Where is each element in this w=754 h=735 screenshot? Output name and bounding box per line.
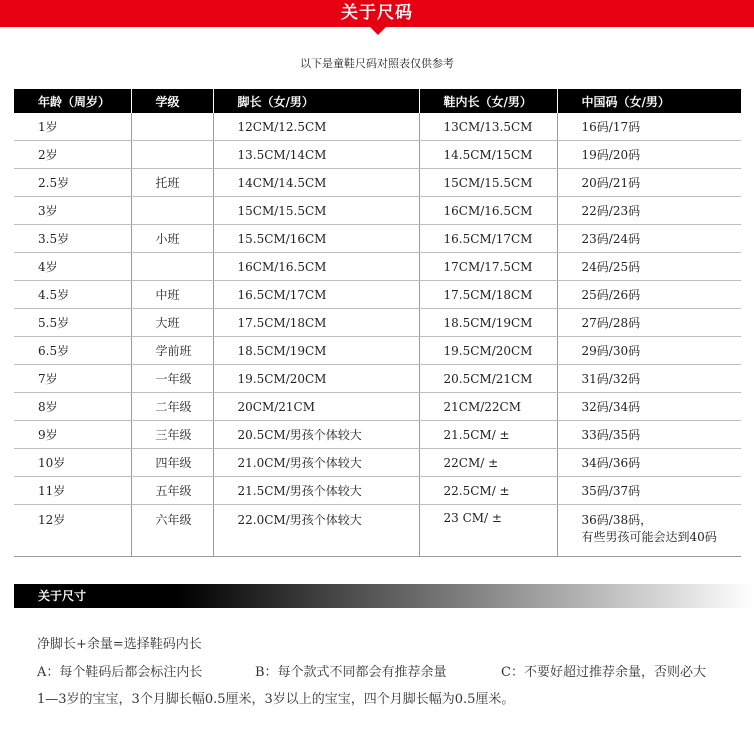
table-row [14,421,741,449]
cell-china-size: 16码/17码 [557,113,741,141]
table-row [14,225,741,253]
column-header-foot-length: 脚长（女/男） [213,89,419,113]
growth-note: 1—3岁的宝宝，3个月脚长幅0.5厘米，3岁以上的宝宝，四个月脚长幅为0.5厘米。 [37,692,515,707]
cell-inner-length: 19.5CM/20CM [419,337,557,365]
cell-inner-length: 22.5CM/ ± [419,477,557,505]
cell-inner-length: 22CM/ ± [419,449,557,477]
cell-china-size: 31码/32码 [557,365,741,393]
china-size-value: 36码/38码， [581,513,653,527]
table-row [14,253,741,281]
cell-grade: 一年级 [131,365,213,393]
column-header-age: 年龄（周岁） [14,89,131,113]
cell-china-size: 33码/35码 [557,421,741,449]
cell-foot-length: 15.5CM/16CM [213,225,419,253]
table-row [14,505,741,557]
cell-grade [131,113,213,141]
cell-china-size: 27码/28码 [557,309,741,337]
cell-age: 9岁 [14,421,131,449]
cell-inner-length: 23 CM/ ± [419,505,557,557]
cell-china-size: 22码/23码 [557,197,741,225]
table-row [14,477,741,505]
cell-inner-length: 17CM/17.5CM [419,253,557,281]
cell-foot-length: 20CM/21CM [213,393,419,421]
tips-line [37,661,706,680]
table-row [14,337,741,365]
table-header-row [14,89,741,113]
cell-inner-length: 16.5CM/17CM [419,225,557,253]
cell-foot-length: 17.5CM/18CM [213,309,419,337]
cell-age: 1岁 [14,113,131,141]
column-header-inner-length: 鞋内长（女/男） [419,89,557,113]
table-row [14,281,741,309]
cell-china-size: 25码/26码 [557,281,741,309]
cell-age: 8岁 [14,393,131,421]
cell-inner-length: 14.5CM/15CM [419,141,557,169]
column-header-grade: 学级 [131,89,213,113]
cell-grade: 六年级 [131,505,213,557]
cell-grade [131,141,213,169]
cell-china-size: 32码/34码 [557,393,741,421]
cell-china-size: 20码/21码 [557,169,741,197]
section-title: 关于尺寸 [38,589,87,603]
cell-age: 12岁 [14,505,131,557]
cell-grade [131,253,213,281]
cell-age: 10岁 [14,449,131,477]
banner-pointer [370,27,386,35]
page-title: 关于尺码 [341,3,413,23]
cell-age: 2岁 [14,141,131,169]
cell-grade: 中班 [131,281,213,309]
table-row [14,393,741,421]
table-caption: 以下是童鞋尺码对照表仅供参考 [300,57,454,70]
cell-foot-length: 21.5CM/男孩个体较大 [213,477,419,505]
tip-a: A：每个鞋码后都会标注内长 [37,665,203,680]
table-row [14,449,741,477]
cell-foot-length: 21.0CM/男孩个体较大 [213,449,419,477]
cell-china-size: 19码/20码 [557,141,741,169]
cell-foot-length: 19.5CM/20CM [213,365,419,393]
cell-age: 2.5岁 [14,169,131,197]
cell-inner-length: 16CM/16.5CM [419,197,557,225]
cell-foot-length: 18.5CM/19CM [213,337,419,365]
cell-china-size: 34码/36码 [557,449,741,477]
cell-grade [131,197,213,225]
table-row [14,365,741,393]
cell-foot-length: 16.5CM/17CM [213,281,419,309]
cell-age: 4岁 [14,253,131,281]
column-header-china-size: 中国码（女/男） [557,89,741,113]
cell-grade: 学前班 [131,337,213,365]
table-row [14,141,741,169]
cell-grade: 四年级 [131,449,213,477]
table-row [14,197,741,225]
cell-grade: 大班 [131,309,213,337]
cell-age: 11岁 [14,477,131,505]
cell-foot-length: 15CM/15.5CM [213,197,419,225]
cell-grade: 二年级 [131,393,213,421]
cell-age: 6.5岁 [14,337,131,365]
table-row [14,309,741,337]
cell-age: 3.5岁 [14,225,131,253]
cell-foot-length: 20.5CM/男孩个体较大 [213,421,419,449]
cell-grade: 小班 [131,225,213,253]
cell-foot-length: 12CM/12.5CM [213,113,419,141]
cell-inner-length: 18.5CM/19CM [419,309,557,337]
cell-age: 5.5岁 [14,309,131,337]
cell-china-size: 35码/37码 [557,477,741,505]
cell-foot-length: 13.5CM/14CM [213,141,419,169]
cell-inner-length: 13CM/13.5CM [419,113,557,141]
table-row [14,113,741,141]
cell-age: 3岁 [14,197,131,225]
cell-china-size [557,505,741,557]
cell-grade: 三年级 [131,421,213,449]
cell-foot-length: 16CM/16.5CM [213,253,419,281]
size-chart-table [14,89,741,557]
tip-b: B：每个款式不同都会有推荐余量 [255,665,447,680]
cell-china-size: 23码/24码 [557,225,741,253]
cell-inner-length: 17.5CM/18CM [419,281,557,309]
cell-inner-length: 15CM/15.5CM [419,169,557,197]
cell-china-size: 29码/30码 [557,337,741,365]
tip-c: C：不要好超过推荐余量，否则必大 [501,665,706,680]
cell-foot-length: 14CM/14.5CM [213,169,419,197]
cell-inner-length: 21CM/22CM [419,393,557,421]
cell-inner-length: 21.5CM/ ± [419,421,557,449]
cell-foot-length: 22.0CM/男孩个体较大 [213,505,419,557]
cell-china-size: 24码/25码 [557,253,741,281]
cell-grade: 五年级 [131,477,213,505]
table-row [14,169,741,197]
section-header-bar [14,584,754,608]
cell-grade: 托班 [131,169,213,197]
cell-age: 7岁 [14,365,131,393]
formula-text: 净脚长+余量=选择鞋码内长 [37,637,202,652]
china-size-note: 有些男孩可能会达到40码 [581,530,717,544]
cell-age: 4.5岁 [14,281,131,309]
cell-inner-length: 20.5CM/21CM [419,365,557,393]
